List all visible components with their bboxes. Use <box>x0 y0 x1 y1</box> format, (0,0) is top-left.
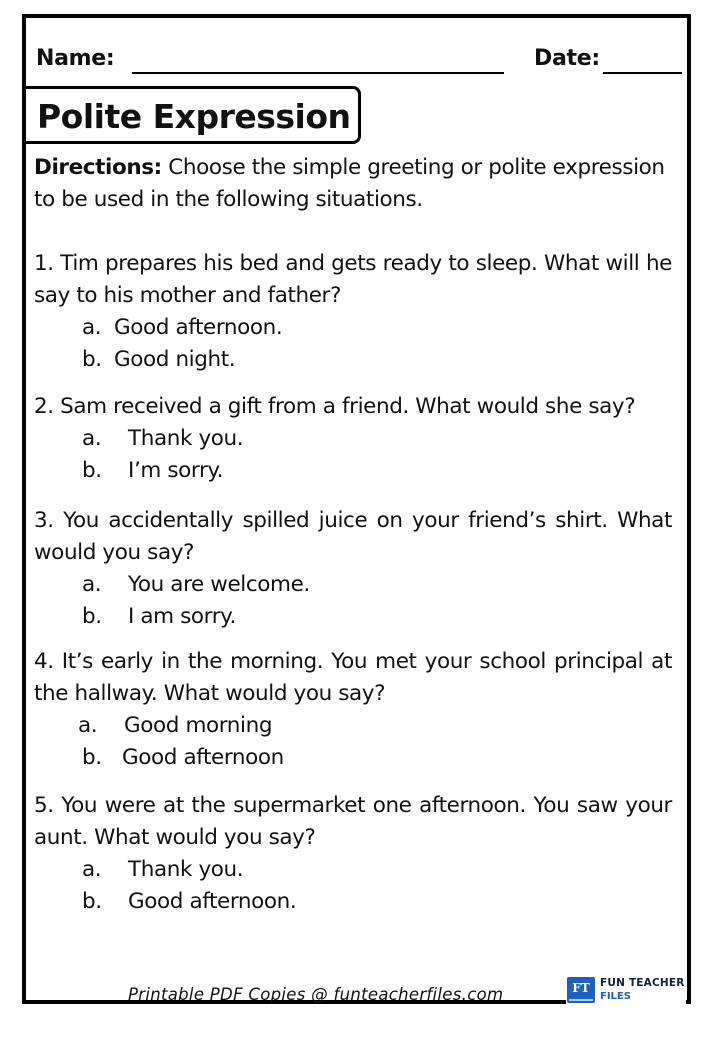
logo-line-1: FUN TEACHER <box>600 977 685 989</box>
option-b <box>34 886 672 918</box>
option-letter: a. <box>78 713 98 738</box>
question-text: 3. You accidentally spilled juice on your friend’s shirt. What would you say? <box>34 508 672 565</box>
option-text: Good afternoon <box>122 745 284 770</box>
option-text: Good afternoon. <box>128 889 297 914</box>
option-b <box>34 601 672 633</box>
question-5 <box>34 790 672 918</box>
option-a <box>34 312 672 344</box>
option-a <box>34 854 672 886</box>
option-text: I am sorry. <box>128 604 236 629</box>
title-box <box>25 86 361 144</box>
option-text: Thank you. <box>128 426 244 451</box>
option-b <box>34 742 672 774</box>
directions <box>34 152 672 216</box>
fun-teacher-files-logo <box>566 973 686 1007</box>
worksheet-title: Polite Expression <box>37 97 351 136</box>
question-text: 2. Sam received a gift from a friend. What would she say? <box>34 394 636 419</box>
question-1 <box>34 248 672 376</box>
question-3 <box>34 505 672 633</box>
name-label: Name: <box>36 46 115 71</box>
option-a <box>34 569 672 601</box>
option-text: Good afternoon. <box>114 315 283 340</box>
footer-copyright: Printable PDF Copies @ funteacherfiles.com <box>128 985 504 1004</box>
option-text: Thank you. <box>128 857 244 882</box>
directions-text: Choose the simple greeting or polite expression to be used in the following situations. <box>34 155 665 212</box>
option-a <box>34 710 672 742</box>
question-text: 5. You were at the supermarket one afternoon. You saw your aunt. What would you say? <box>34 793 672 850</box>
date-label: Date: <box>534 46 600 71</box>
option-letter: b. <box>82 347 102 372</box>
option-letter: a. <box>82 572 102 597</box>
option-b <box>34 455 672 487</box>
logo-line-2: FILES <box>600 991 631 1002</box>
option-letter: b. <box>82 745 102 770</box>
option-letter: b. <box>82 889 102 914</box>
option-b <box>34 344 672 376</box>
question-4 <box>34 646 672 774</box>
question-2 <box>34 391 672 487</box>
date-blank-line <box>603 72 682 74</box>
option-text: Good night. <box>114 347 236 372</box>
option-letter: a. <box>82 857 102 882</box>
worksheet-content <box>34 152 672 918</box>
name-blank-line <box>132 72 504 74</box>
option-letter: b. <box>82 604 102 629</box>
directions-label: Directions: <box>34 155 162 180</box>
question-text: 4. It’s early in the morning. You met your school principal at the hallway. What would you say? <box>34 649 672 706</box>
option-letter: a. <box>82 315 102 340</box>
option-letter: b. <box>82 458 102 483</box>
option-text: Good morning <box>124 713 273 738</box>
option-text: You are welcome. <box>128 572 310 597</box>
option-letter: a. <box>82 426 102 451</box>
question-text: 1. Tim prepares his bed and gets ready to sleep. What will he say to his mother and father? <box>34 251 672 308</box>
name-date-row <box>36 44 686 78</box>
option-text: I’m sorry. <box>128 458 224 483</box>
book-logo-icon: FT <box>567 977 595 1003</box>
option-a <box>34 423 672 455</box>
